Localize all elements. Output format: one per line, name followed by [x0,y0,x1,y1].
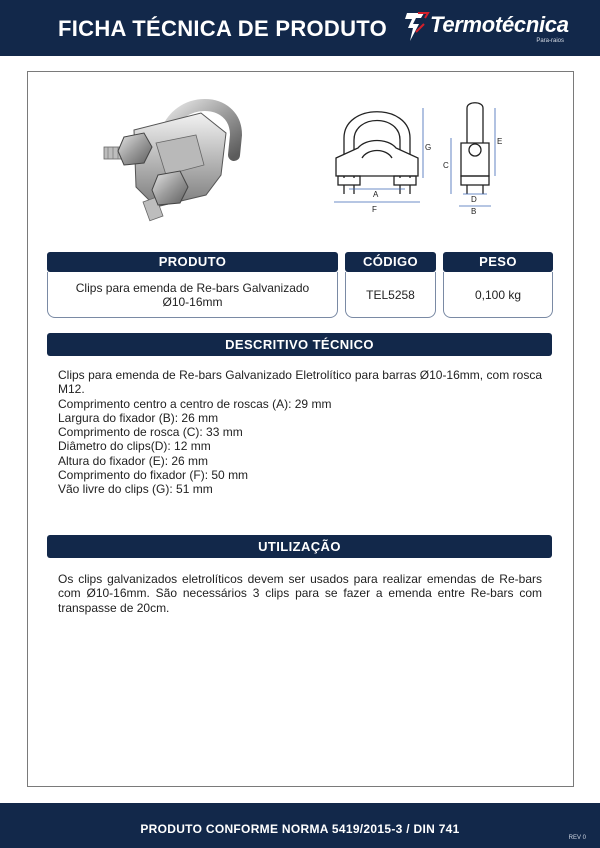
page-title: FICHA TÉCNICA DE PRODUTO [58,16,388,41]
descritivo-heading: DESCRITIVO TÉCNICO [47,333,552,356]
page-footer [0,803,600,848]
technical-drawing-side [443,98,513,216]
spec-line: Comprimento do fixador (F): 50 mm [58,468,249,483]
spec-line: Largura do fixador (B): 26 mm [58,410,219,425]
spec-line: Comprimento centro a centro de roscas (A): 29 mm [58,396,332,411]
brand-name: Termotécnica [430,12,569,37]
dimension-label: C [443,161,449,170]
lightning-logo-icon [404,10,430,44]
weight-cell [443,272,553,318]
spec-line: Vão livre do clips (G): 51 mm [58,482,213,497]
dimension-label: F [372,205,377,214]
weight-header: PESO [443,252,553,272]
spec-line: Altura do fixador (E): 26 mm [58,453,209,468]
product-photo [96,95,246,225]
spec-line: Diâmetro do clips(D): 12 mm [58,439,211,454]
dimension-label: A [373,190,379,199]
descritivo-intro: Clips para emenda de Re-bars Galvanizado Eletrolítico para barras Ø10-16mm, com rosca M12. [58,368,542,397]
dimension-label: E [497,137,503,146]
brand-tagline: Para-raios [536,38,564,44]
dimension-label: G [425,143,432,152]
page-header [0,0,600,56]
utilizacao-body: Os clips galvanizados eletrolíticos devem ser usados para realizar emendas de Re-bars com Ø10-16mm. São necessários 3 clips para se fazer a emenda entre Re-bars com transpasse de 20cm. [58,572,542,615]
revision-label: REV 0 [568,835,586,841]
spec-line: Comprimento de rosca (C): 33 mm [58,425,243,440]
product-name-line2: Ø10-16mm [162,294,223,309]
dimension-label: B [471,207,477,216]
brand-logo [404,10,584,46]
code-header: CÓDIGO [345,252,436,272]
product-name-line1: Clips para emenda de Re-bars Galvanizado [75,280,310,295]
product-cell [47,272,338,318]
technical-drawing-front [322,98,432,216]
code-cell [345,272,436,318]
descritivo-body [58,368,542,497]
product-code: TEL5258 [366,287,415,302]
utilizacao-heading: UTILIZAÇÃO [47,535,552,558]
dimension-label: D [471,195,477,204]
norm-statement: PRODUTO CONFORME NORMA 5419/2015-3 / DIN 741 [140,822,460,836]
product-weight: 0,100 kg [474,287,522,302]
product-header: PRODUTO [47,252,338,272]
